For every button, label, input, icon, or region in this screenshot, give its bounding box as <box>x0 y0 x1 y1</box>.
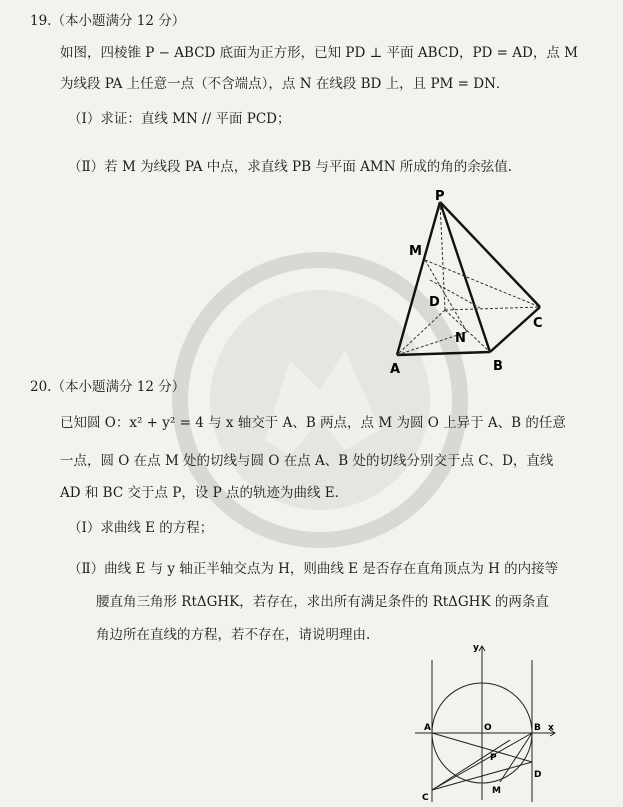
label-O: O <box>484 723 492 733</box>
q19-heading: 19.（本小题满分 12 分） <box>30 13 186 29</box>
label-P: P <box>435 190 445 204</box>
q19-part1: （Ⅰ）求证：直线 MN // 平面 PCD； <box>68 111 291 127</box>
q20-text-line1: 已知圆 O：x² + y² = 4 与 x 轴交于 A、B 两点，点 M 为圆 O 上异于 A、B 的任意 <box>60 415 566 431</box>
label-N: N <box>455 331 466 346</box>
circle-tangent-figure <box>410 640 560 805</box>
q19-part2: （Ⅱ）若 M 为线段 PA 中点，求直线 PB 与平面 AMN 所成的角的余弦值. <box>68 159 513 175</box>
q20-part2-line3: 角边所在直线的方程，若不存在，请说明理由. <box>96 627 371 643</box>
q20-text-line3: AD 和 BC 交于点 P，设 P 点的轨迹为曲线 E． <box>60 485 349 501</box>
label-D: D <box>429 295 440 310</box>
label-C: C <box>422 793 429 803</box>
label-y: y <box>473 643 479 653</box>
q19-text-line1: 如图，四棱锥 P − ABCD 底面为正方形，已知 PD ⊥ 平面 ABCD，PD = AD，点 M <box>60 45 578 61</box>
q20-text-line2: 一点，圆 O 在点 M 处的切线与圆 O 在点 A、B 处的切线分别交于点 C、D，直线 <box>60 453 554 469</box>
label-B: B <box>534 723 541 733</box>
pyramid-figure <box>385 190 560 380</box>
label-A: A <box>424 723 431 733</box>
label-x: x <box>548 723 554 733</box>
label-A: A <box>390 362 401 377</box>
label-P: P <box>490 753 497 763</box>
q19-text-line2: 为线段 PA 上任意一点（不含端点），点 N 在线段 BD 上，且 PM = DN． <box>60 76 510 92</box>
q20-part2-line2: 腰直角三角形 RtΔGHK，若存在，求出所有满足条件的 RtΔGHK 的两条直 <box>96 594 549 610</box>
q20-part2-line1: （Ⅱ）曲线 E 与 y 轴正半轴交点为 H，则曲线 E 是否存在直角顶点为 H 的内接等 <box>68 561 559 577</box>
q20-heading: 20.（本小题满分 12 分） <box>30 379 186 395</box>
label-M: M <box>409 244 422 259</box>
label-M: M <box>492 786 501 796</box>
q20-part1: （Ⅰ）求曲线 E 的方程； <box>68 520 214 536</box>
label-B: B <box>493 359 503 374</box>
label-C: C <box>533 316 543 331</box>
label-D: D <box>534 770 542 780</box>
